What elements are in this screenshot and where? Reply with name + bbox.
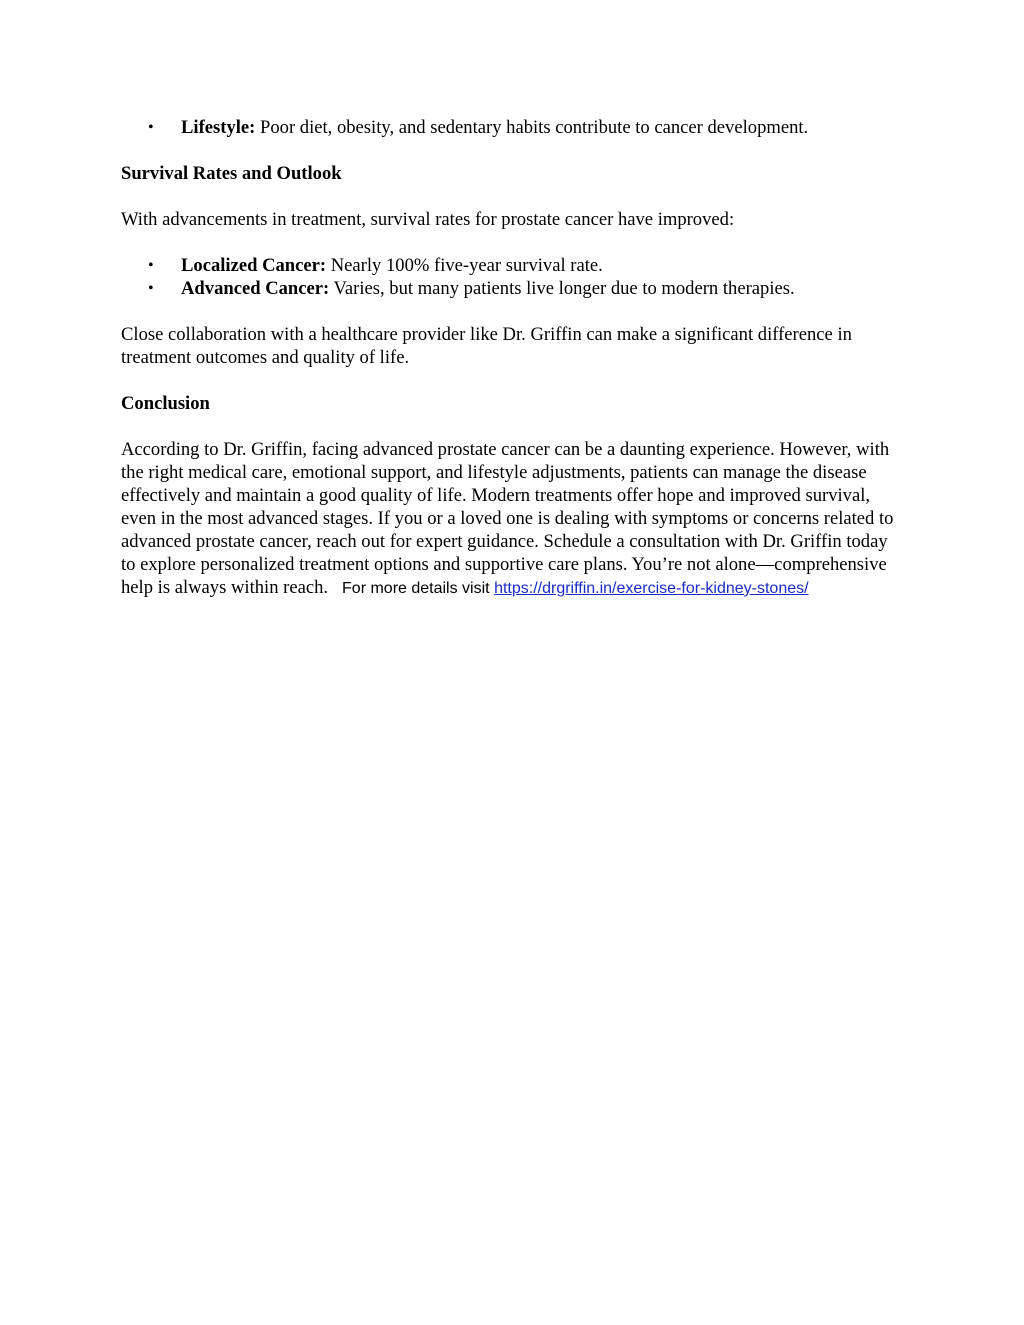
kidney-stones-link[interactable]: https://drgriffin.in/exercise-for-kidney-stones/ <box>494 580 809 597</box>
survival-list <box>121 254 901 300</box>
more-details-text: For more details visit <box>342 580 495 597</box>
list-item <box>121 277 901 300</box>
survival-heading: Survival Rates and Outlook <box>121 163 342 184</box>
conclusion-text: According to Dr. Griffin, facing advanced prostate cancer can be a daunting experience. However, with the right medical care, emotional support, and lifestyle adjustments, patients can manage the disease effectively and maintain a good quality of life. Modern treatments offer hope and improved survival, even in the most advanced stages. If you or a loved one is dealing with symptoms or concerns related to advanced prostate cancer, reach out for expert guidance. Schedule a consultation with Dr. Griffin today to explore personalized treatment options and supportive care plans. You’re not alone—comprehensive help is always within reach. <box>121 439 894 598</box>
survival-closing: Close collaboration with a healthcare provider like Dr. Griffin can make a significant difference in treatment outcomes and quality of life. <box>121 324 852 368</box>
conclusion-body <box>121 438 901 600</box>
list-item-text: Poor diet, obesity, and sedentary habits contribute to cancer development. <box>255 117 809 138</box>
list-item-term: Lifestyle: <box>181 117 256 138</box>
survival-intro: With advancements in treatment, survival rates for prostate cancer have improved: <box>121 209 735 230</box>
list-item-term: Advanced Cancer: <box>181 278 330 299</box>
list-item <box>121 254 901 277</box>
list-item-text: Varies, but many patients live longer due to modern therapies. <box>329 278 795 299</box>
conclusion-heading: Conclusion <box>121 393 210 414</box>
list-item <box>121 116 901 139</box>
list-item-text: Nearly 100% five-year survival rate. <box>326 255 603 276</box>
list-item-term: Localized Cancer: <box>181 255 327 276</box>
lifestyle-list <box>121 116 901 139</box>
document-page <box>121 116 901 600</box>
